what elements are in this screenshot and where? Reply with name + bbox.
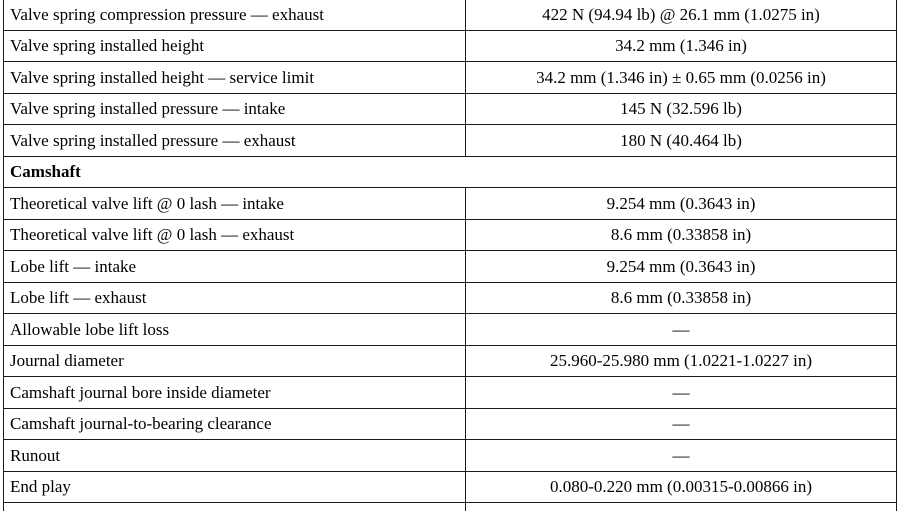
spec-value-cell: — xyxy=(466,440,897,472)
spec-value-cell: 34.2 mm (1.346 in) ± 0.65 mm (0.0256 in) xyxy=(466,62,897,94)
table-row xyxy=(4,219,897,251)
spec-value-cell: 34.2 mm (1.346 in) xyxy=(466,30,897,62)
spec-label-cell: Valve spring installed pressure — intake xyxy=(4,93,466,125)
spec-value-cell: 25.960-25.980 mm (1.0221-1.0227 in) xyxy=(466,345,897,377)
table-row xyxy=(4,408,897,440)
spec-value-cell: — xyxy=(466,408,897,440)
spec-value-cell: — xyxy=(466,314,897,346)
spec-value-cell: 422 N (94.94 lb) @ 26.1 mm (1.0275 in) xyxy=(466,0,897,30)
table-row xyxy=(4,0,897,30)
table-row xyxy=(4,62,897,94)
table-row xyxy=(4,93,897,125)
spec-label-cell: Valve spring installed height — service limit xyxy=(4,62,466,94)
empty-cell xyxy=(466,503,897,512)
spec-label-cell: Allowable lobe lift loss xyxy=(4,314,466,346)
spec-label-cell: Valve spring installed pressure — exhaust xyxy=(4,125,466,157)
table-row xyxy=(4,125,897,157)
table-row xyxy=(4,188,897,220)
specification-table xyxy=(3,0,897,511)
spec-label-cell: Lobe lift — intake xyxy=(4,251,466,283)
spec-label-cell: End play xyxy=(4,471,466,503)
spec-label-cell: Lobe lift — exhaust xyxy=(4,282,466,314)
table-row xyxy=(4,440,897,472)
spec-label-cell: Journal diameter xyxy=(4,345,466,377)
table-row-partial xyxy=(4,503,897,512)
specification-table-body xyxy=(4,0,897,511)
table-row xyxy=(4,251,897,283)
spec-label-cell: Runout xyxy=(4,440,466,472)
empty-cell xyxy=(4,503,466,512)
spec-value-cell: 8.6 mm (0.33858 in) xyxy=(466,282,897,314)
table-row xyxy=(4,471,897,503)
spec-value-cell: 8.6 mm (0.33858 in) xyxy=(466,219,897,251)
spec-value-cell: — xyxy=(466,377,897,409)
spec-label-cell: Camshaft journal-to-bearing clearance xyxy=(4,408,466,440)
spec-value-cell: 180 N (40.464 lb) xyxy=(466,125,897,157)
spec-label-cell: Valve spring compression pressure — exhaust xyxy=(4,0,466,30)
table-row xyxy=(4,377,897,409)
table-row xyxy=(4,314,897,346)
spec-value-cell: 9.254 mm (0.3643 in) xyxy=(466,188,897,220)
spec-label-cell: Camshaft journal bore inside diameter xyxy=(4,377,466,409)
spec-label-cell: Valve spring installed height xyxy=(4,30,466,62)
spec-label-cell: Theoretical valve lift @ 0 lash — intake xyxy=(4,188,466,220)
spec-value-cell: 145 N (32.596 lb) xyxy=(466,93,897,125)
spec-value-cell: 9.254 mm (0.3643 in) xyxy=(466,251,897,283)
table-row xyxy=(4,345,897,377)
section-header-row xyxy=(4,156,897,188)
table-row xyxy=(4,30,897,62)
section-title: Camshaft xyxy=(4,156,897,188)
table-row xyxy=(4,282,897,314)
spec-label-cell: Theoretical valve lift @ 0 lash — exhaust xyxy=(4,219,466,251)
spec-value-cell: 0.080-0.220 mm (0.00315-0.00866 in) xyxy=(466,471,897,503)
